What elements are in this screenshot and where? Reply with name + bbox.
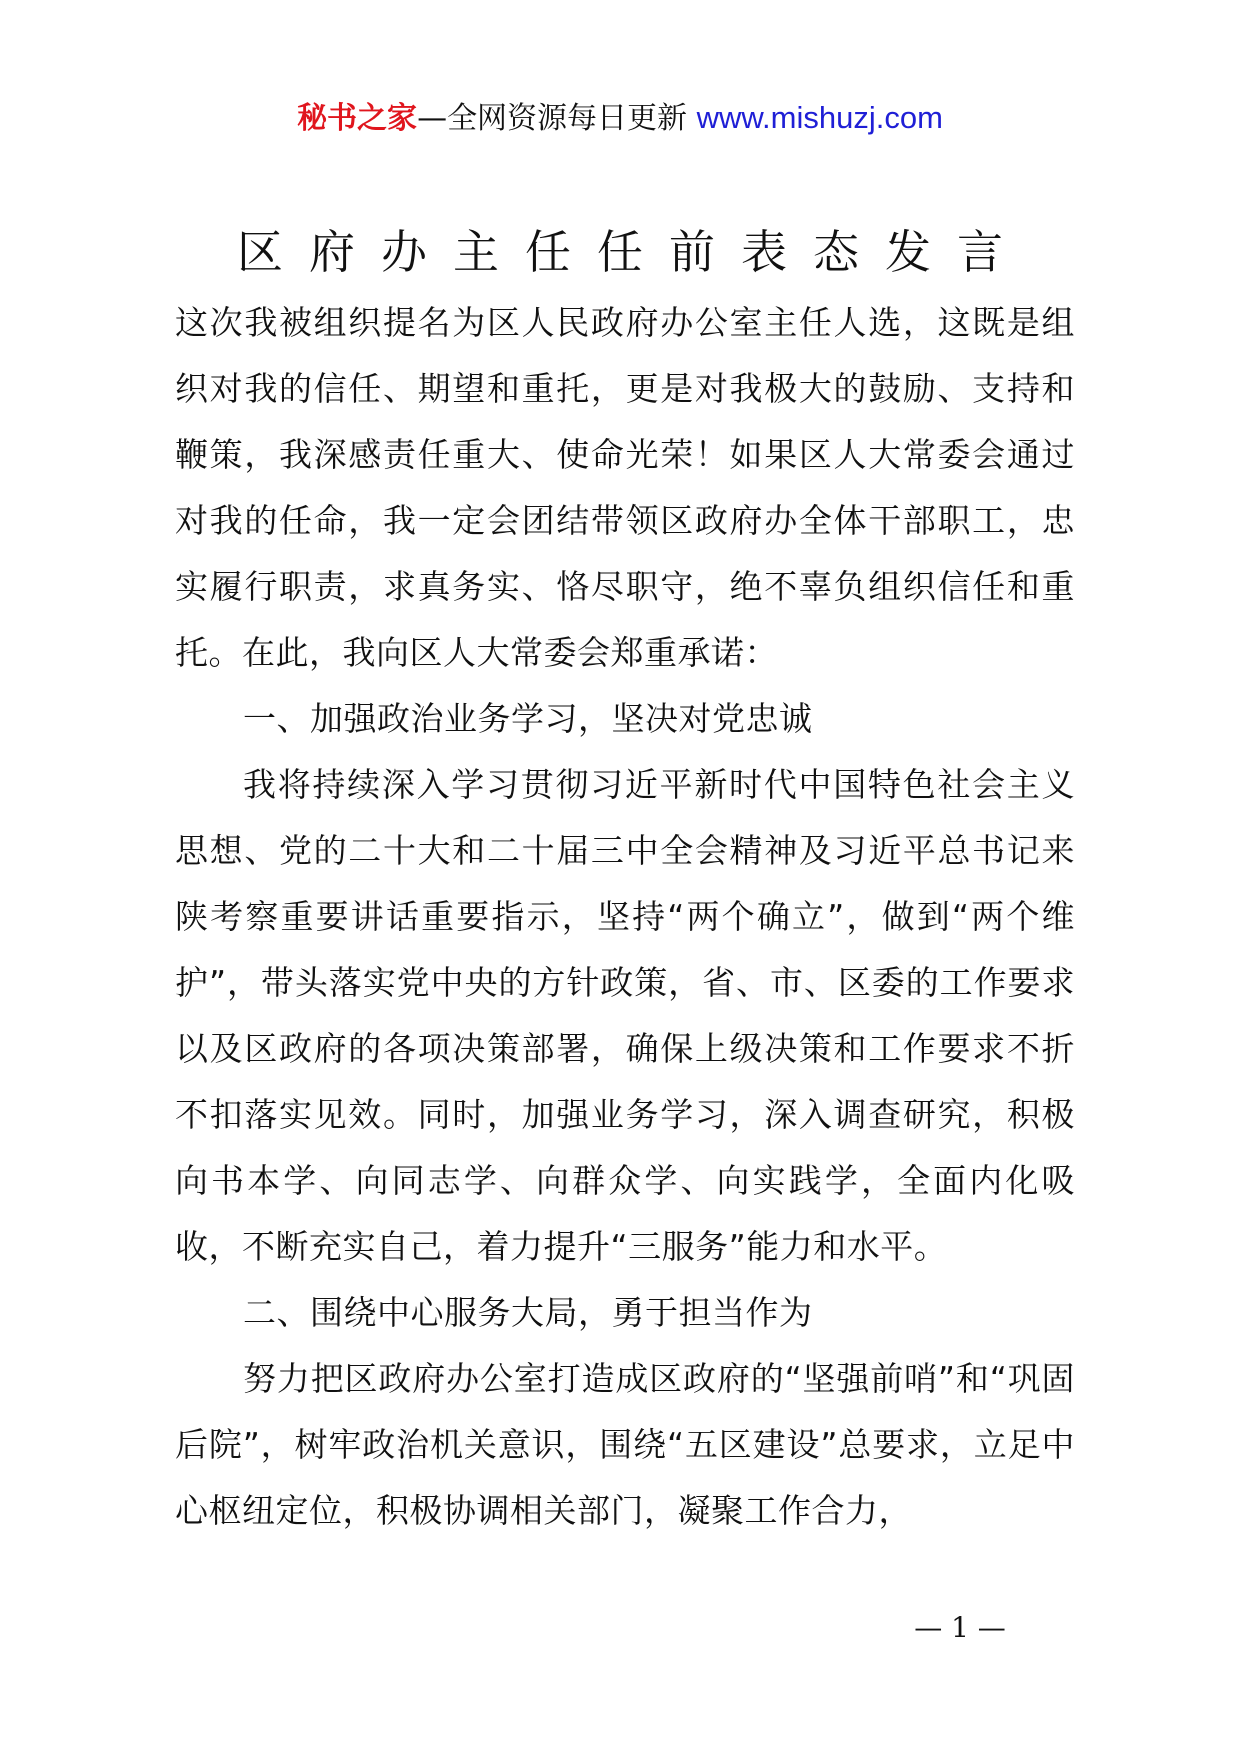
section-heading-2: 二、围绕中心服务大局，勇于担当作为 bbox=[243, 1293, 813, 1332]
document-title: 区府办主任任前表态发言 bbox=[237, 225, 1029, 279]
site-header bbox=[0, 98, 1240, 139]
site-tagline: —全网资源每日更新 bbox=[417, 101, 697, 136]
section-body-2: 努力把区政府办公室打造成区政府的“坚强前哨”和“巩固后院”，树牢政治机关意识，围绕“五区建设”总要求，立足中心枢纽定位，积极协调相关部门，凝聚工作合力， bbox=[175, 1359, 1075, 1530]
site-brand: 秘书之家 bbox=[297, 101, 418, 136]
site-url-link[interactable]: www.mishuzj.com bbox=[696, 100, 943, 135]
section-heading-1: 一、加强政治业务学习，坚决对党忠诚 bbox=[243, 699, 813, 738]
intro-paragraph: 这次我被组织提名为区人民政府办公室主任人选，这既是组织对我的信任、期望和重托，更是对我极大的鼓励、支持和鞭策，我深感责任重大、使命光荣！如果区人大常委会通过对我的任命，我一定会团结带领区政府办全体干部职工，忠实履行职责，求真务实、恪尽职守，绝不辜负组织信任和重托。在此，我向区人大常委会郑重承诺： bbox=[175, 303, 1075, 672]
page-number: — 1 — bbox=[914, 1611, 1006, 1644]
document-body bbox=[175, 290, 1075, 1544]
section-body-1: 我将持续深入学习贯彻习近平新时代中国特色社会主义思想、党的二十大和二十届三中全会精神及习近平总书记来陕考察重要讲话重要指示，坚持“两个确立”，做到“两个维护”，带头落实党中央的方针政策，省、市、区委的工作要求以及区政府的各项决策部署，确保上级决策和工作要求不折不扣落实见效。同时，加强业务学习，深入调查研究，积极向书本学、向同志学、向群众学、向实践学，全面内化吸收，不断充实自己，着力提升“三服务”能力和水平。 bbox=[175, 765, 1075, 1266]
